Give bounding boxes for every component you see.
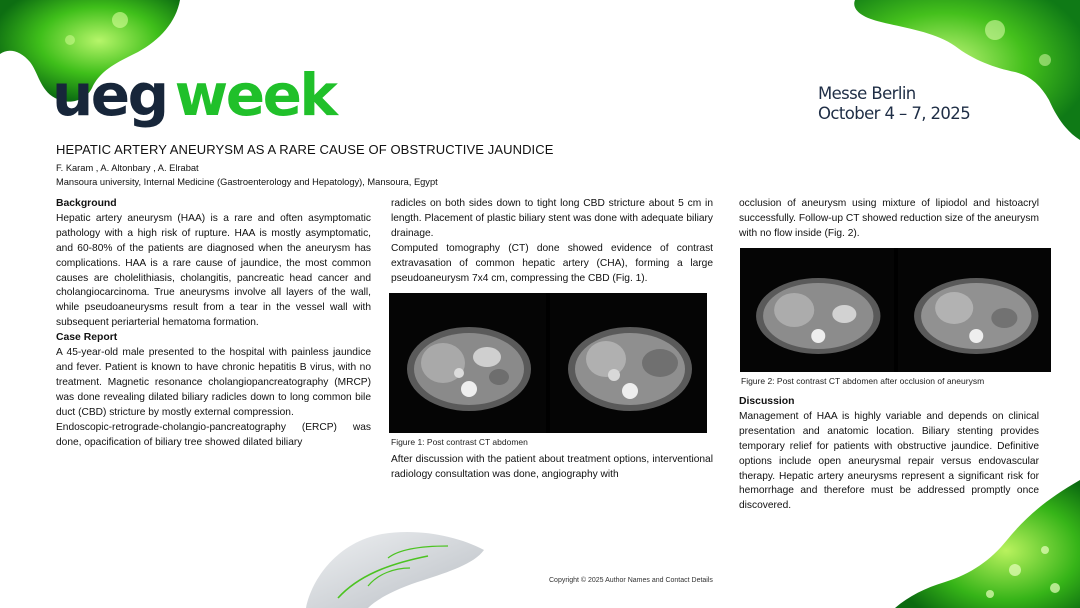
- case-report-text-ercp: Endoscopic-retrograde-cholangio-pancreatography (ERCP) was done, opacification of biliary tree showed dilated biliary: [56, 421, 371, 448]
- discussion-section: [739, 395, 1039, 514]
- case-report-heading: Case Report: [56, 332, 118, 344]
- ct-scan-image: [389, 293, 546, 433]
- column-3: [739, 197, 1039, 242]
- ueg-week-logo: [52, 61, 336, 129]
- occlusion-text: occlusion of aneurysm using mixture of lipiodol and histoacryl successfully. Follow-up CT showed reduction size of the aneurysm with no flow inside (Fig. 2).: [739, 198, 1039, 239]
- ct-findings-text: Computed tomography (CT) done showed evidence of contrast extravasation of common hepatic artery (CHA), forming a large pseudoaneurysm 7x4 cm, compressing the CBD (Fig. 1).: [391, 242, 713, 284]
- copyright-notice: Copyright © 2025 Author Names and Contact Details: [549, 577, 713, 584]
- logo-week: week: [174, 61, 336, 129]
- logo-ueg: ueg: [52, 61, 167, 129]
- case-report-text: A 45-year-old male presented to the hospital with painless jaundice and fever. Patient is known to have chronic hepatitis B virus, with no treatment. Magnetic resonance cholangiopancreatography (MRCP) was done revealing dilated biliary radicles down to long common bile duct (CBD) stricture by mostly external compression.: [56, 347, 371, 418]
- ct-scan-image: [898, 248, 1052, 372]
- ct-scan-image: [740, 248, 894, 372]
- figure-2-ct-images: [740, 248, 1051, 372]
- column-2: [391, 197, 713, 286]
- figure-1-caption: Figure 1: Post contrast CT abdomen: [391, 437, 528, 447]
- ct-scan-image: [550, 293, 707, 433]
- figure-1-ct-images: [389, 293, 707, 433]
- poster-affiliation: Mansoura university, Internal Medicine (Gastroenterology and Hepatology), Mansoura, Egypt: [56, 177, 438, 187]
- column-2-bottom: [391, 453, 713, 483]
- event-venue: [818, 84, 970, 124]
- column-1: [56, 197, 371, 450]
- liver-illustration: [298, 528, 488, 608]
- poster-title: HEPATIC ARTERY ANEURYSM AS A RARE CAUSE OF OBSTRUCTIVE JAUNDICE: [56, 142, 554, 157]
- treatment-text: After discussion with the patient about treatment options, interventional radiology consultation was done, angiography with: [391, 454, 713, 480]
- figure-2-caption: Figure 2: Post contrast CT abdomen after occlusion of aneurysm: [741, 376, 985, 386]
- discussion-text: Management of HAA is highly variable and depends on clinical presentation and anatomic location. Biliary stenting provides temporary relief for patients with obstructive jaundice. Definitive options include open aneurysmal repair versus endovascular therapy. Hepatic artery aneurysms represent a significant risk for hemorrhage and therefore must be addressed promptly once discovered.: [739, 410, 1039, 512]
- discussion-heading: Discussion: [739, 396, 795, 407]
- venue-location: Messe Berlin: [818, 84, 916, 103]
- case-report-continued: radicles on both sides down to tight long CBD stricture about 5 cm in length. Placement of plastic biliary stent was done with adequate biliary drainage.: [391, 198, 713, 239]
- background-text: Hepatic artery aneurysm (HAA) is a rare and often asymptomatic pathology with a high risk of rupture. HAA is mostly asymptomatic, and 60-80% of the patients are diagnosed when the aneurysm has complications. HAA is a rare cause of jaundice, the most common causes are cholelithiasis, cholangitis, pancreatic head cancer and cholangiocarcinoma. True aneurysms involve all layers of the wall, while pseudoaneurysms result from a tear in the vessel wall with subsequent periarterial hematoma formation.: [56, 212, 371, 329]
- poster-authors: F. Karam , A. Altonbary , A. Elrabat: [56, 163, 199, 173]
- background-heading: Background: [56, 198, 117, 209]
- venue-dates: October 4 – 7, 2025: [818, 104, 971, 123]
